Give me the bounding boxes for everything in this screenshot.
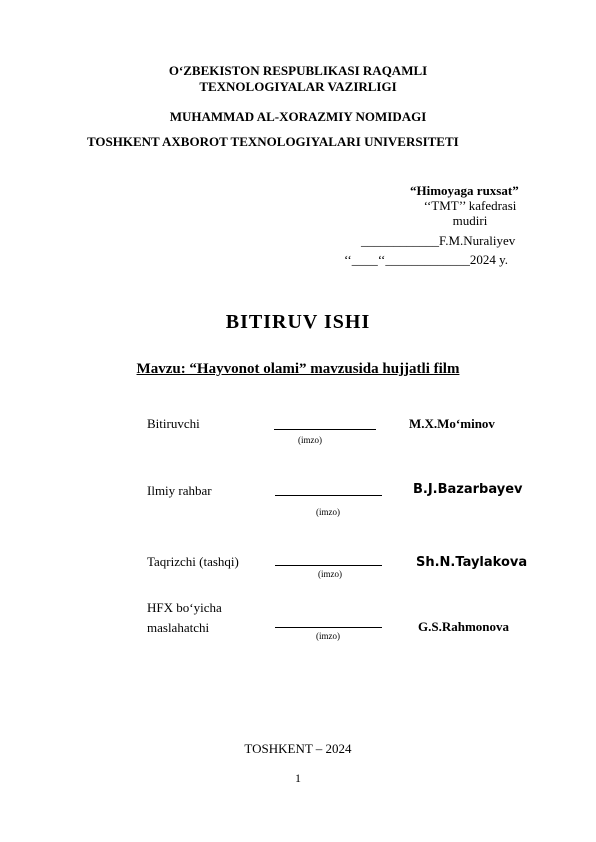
- role-name-reviewer: Sh.N.Taylakova: [416, 555, 528, 570]
- signature-line-supervisor: [275, 495, 382, 496]
- approval-dept-line-1: ‘‘TMT’’ kafedrasi: [423, 198, 517, 213]
- approval-title: “Himoyaga ruxsat”: [410, 183, 519, 198]
- role-label-reviewer: Taqrizchi (tashqi): [147, 554, 239, 569]
- role-label-graduate: Bitiruvchi: [147, 416, 200, 431]
- role-label-supervisor: Ilmiy rahbar: [147, 483, 212, 498]
- university-line-2: TOSHKENT AXBOROT TEXNOLOGIYALARI UNIVERSITETI: [87, 134, 459, 149]
- ministry-line-2: TEXNOLOGIYALAR VAZIRLIGI: [199, 79, 397, 94]
- signature-hint-graduate: (imzo): [298, 435, 322, 445]
- signature-hint-supervisor: (imzo): [316, 507, 340, 517]
- role-name-consultant: G.S.Rahmonova: [418, 619, 510, 634]
- role-label-consultant-line-1: HFX bo‘yicha: [147, 600, 222, 615]
- footer-city-year: TOSHKENT – 2024: [244, 741, 352, 756]
- page-number: 1: [295, 771, 301, 785]
- role-name-graduate: M.X.Mo‘minov: [409, 416, 495, 431]
- approval-head-signature: ____________F.M.Nuraliyev: [361, 233, 516, 248]
- signature-hint-reviewer: (imzo): [318, 569, 342, 579]
- role-label-consultant-line-2: maslahatchi: [147, 620, 210, 635]
- role-name-supervisor: B.J.Bazarbayev: [413, 482, 523, 497]
- ministry-line-1: O‘ZBEKISTON RESPUBLIKASI RAQAMLI: [168, 63, 428, 78]
- signature-line-graduate: [274, 429, 376, 430]
- university-line-1: MUHAMMAD AL-XORAZMIY NOMIDAGI: [169, 109, 427, 124]
- signature-line-reviewer: [275, 565, 382, 566]
- approval-dept-line-2: mudiri: [452, 213, 488, 228]
- document-title: BITIRUV ISHI: [225, 311, 371, 333]
- topic: Mavzu: “Hayvonot olami” mavzusida hujjatli film: [136, 361, 460, 377]
- signature-hint-consultant: (imzo): [316, 631, 340, 641]
- signature-line-consultant: [275, 627, 382, 628]
- approval-date: ‘‘____‘‘_____________2024 y.: [344, 252, 509, 267]
